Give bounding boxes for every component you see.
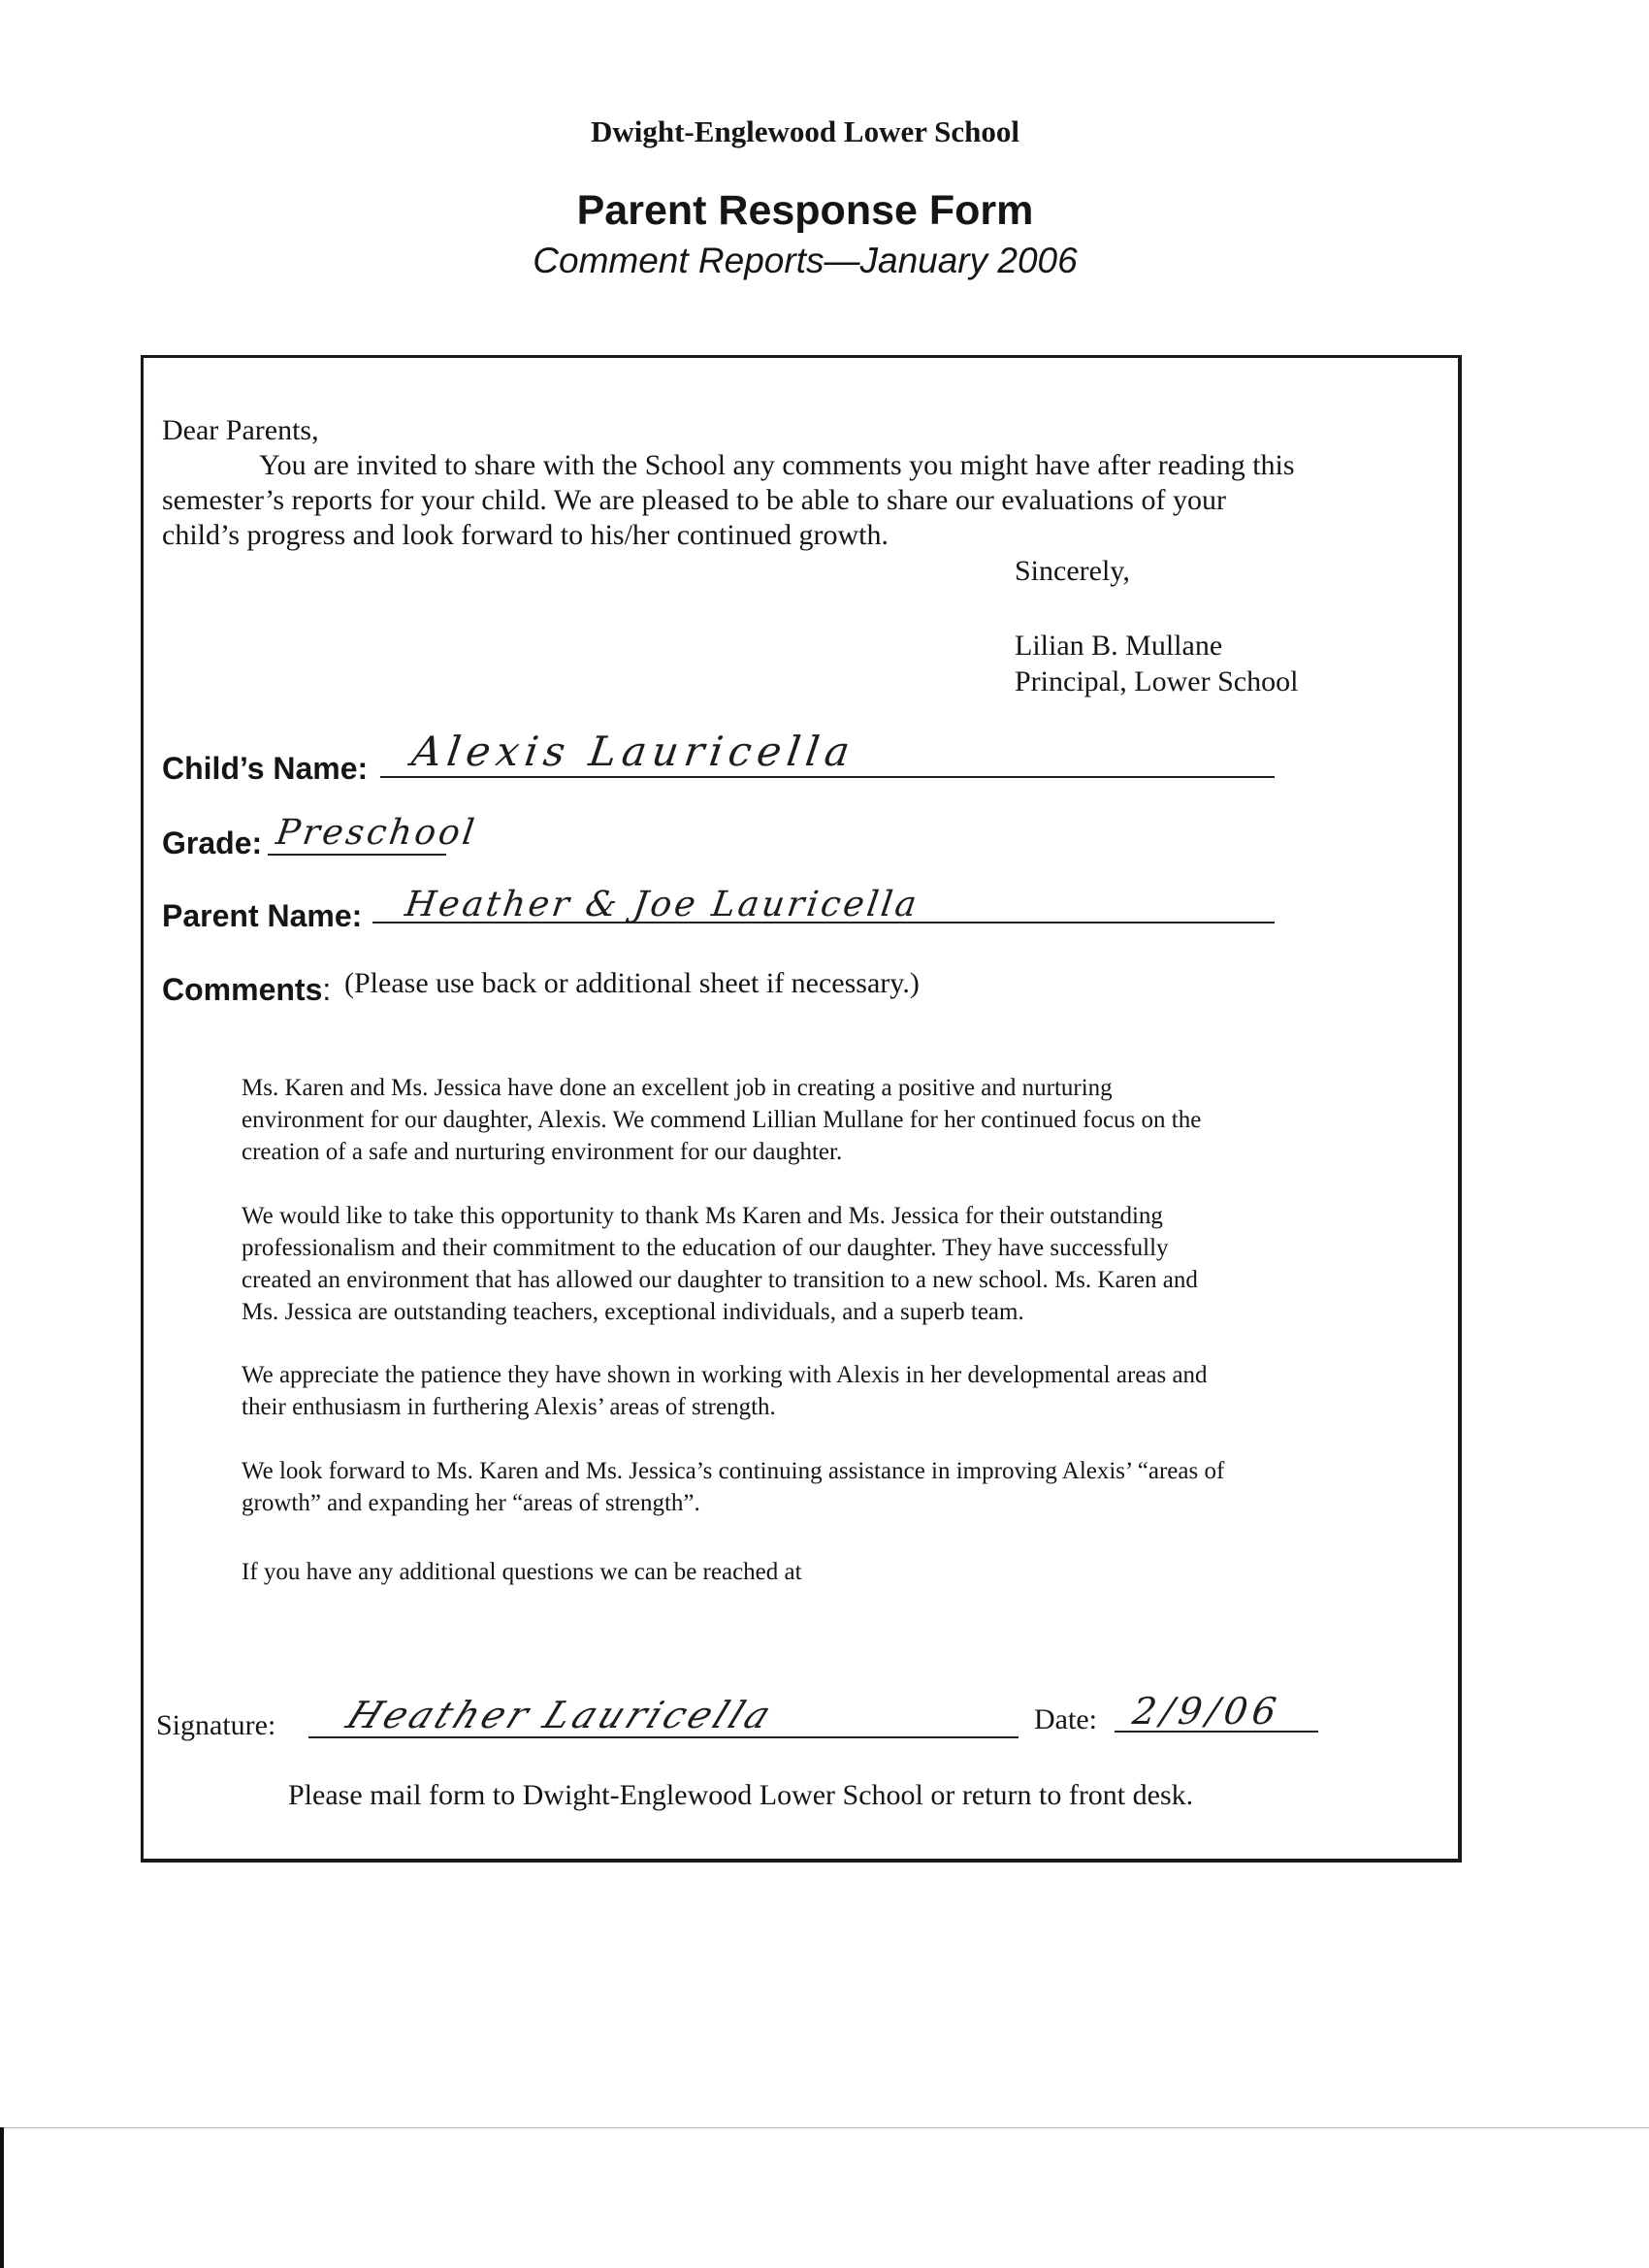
date-value[interactable]: 2/9/06	[1129, 1690, 1284, 1733]
scan-edge-mark	[0, 2127, 4, 2268]
comments-label: Comments:	[162, 972, 332, 1007]
child-name-label: Child’s Name:	[162, 751, 369, 786]
signer-title: Principal, Lower School	[1015, 665, 1299, 697]
comments-note: (Please use back or additional sheet if necessary.)	[344, 967, 920, 999]
comment-paragraph: Ms. Karen and Ms. Jessica have done an excellent job in creating a positive and nurturing environment for our daughter, Alexis. We commend Lillian Mullane for her continued focus on the creation of a safe and nurturing environment for our daughter.	[242, 1075, 1202, 1165]
school-name: Dwight-Englewood Lower School	[590, 114, 1020, 148]
letter-body	[162, 413, 1452, 553]
form-subtitle: Comment Reports—January 2006	[533, 241, 1078, 280]
letter-line: semester’s reports for your child. We are pleased to be able to share our evaluations of your	[162, 484, 1226, 516]
letter-salutation: Dear Parents,	[162, 414, 319, 446]
form-title: Parent Response Form	[576, 187, 1034, 234]
grade-label: Grade:	[162, 826, 263, 860]
comment-paragraph: If you have any additional questions we can be reached at	[242, 1559, 802, 1585]
date-label: Date:	[1034, 1703, 1097, 1735]
signature-label: Signature:	[156, 1709, 276, 1741]
comment-paragraph: We look forward to Ms. Karen and Ms. Jessica’s continuing assistance in improving Alexis’ “areas of growth” and expanding her “areas of strength”.	[242, 1458, 1225, 1516]
parent-name-value[interactable]: Heather & Joe Lauricella	[403, 885, 922, 924]
child-name-line	[380, 776, 1275, 778]
child-name-value[interactable]: Alexis Lauricella	[408, 728, 858, 775]
letter-line: You are invited to share with the School any comments you might have after reading this	[259, 449, 1295, 481]
signature-value[interactable]: Heather Lauricella	[340, 1694, 782, 1736]
parent-name-label: Parent Name:	[162, 898, 363, 933]
grade-line	[268, 854, 446, 856]
grade-value[interactable]: Preschool	[274, 813, 480, 853]
scan-edge-line	[0, 2127, 1649, 2128]
letter-closing: Sincerely,	[1015, 555, 1130, 587]
comment-paragraph: We would like to take this opportunity to thank Ms Karen and Ms. Jessica for their outstanding professionalism and their commitment to the education of our daughter. They have successfully created an environment that has allowed our daughter to transition to a new school. Ms. Karen and Ms. Jessica are outstanding teachers, exceptional individuals, and a superb team.	[242, 1203, 1198, 1325]
signer-name: Lilian B. Mullane	[1015, 630, 1223, 662]
comment-paragraph: We appreciate the patience they have shown in working with Alexis in her developmental areas and their enthusiasm in furthering Alexis’ areas of strength.	[242, 1362, 1208, 1420]
letter-line: child’s progress and look forward to his/her continued growth.	[162, 519, 889, 551]
mail-instruction: Please mail form to Dwight-Englewood Lower School or return to front desk.	[288, 1779, 1194, 1811]
signature-line	[308, 1736, 1018, 1738]
